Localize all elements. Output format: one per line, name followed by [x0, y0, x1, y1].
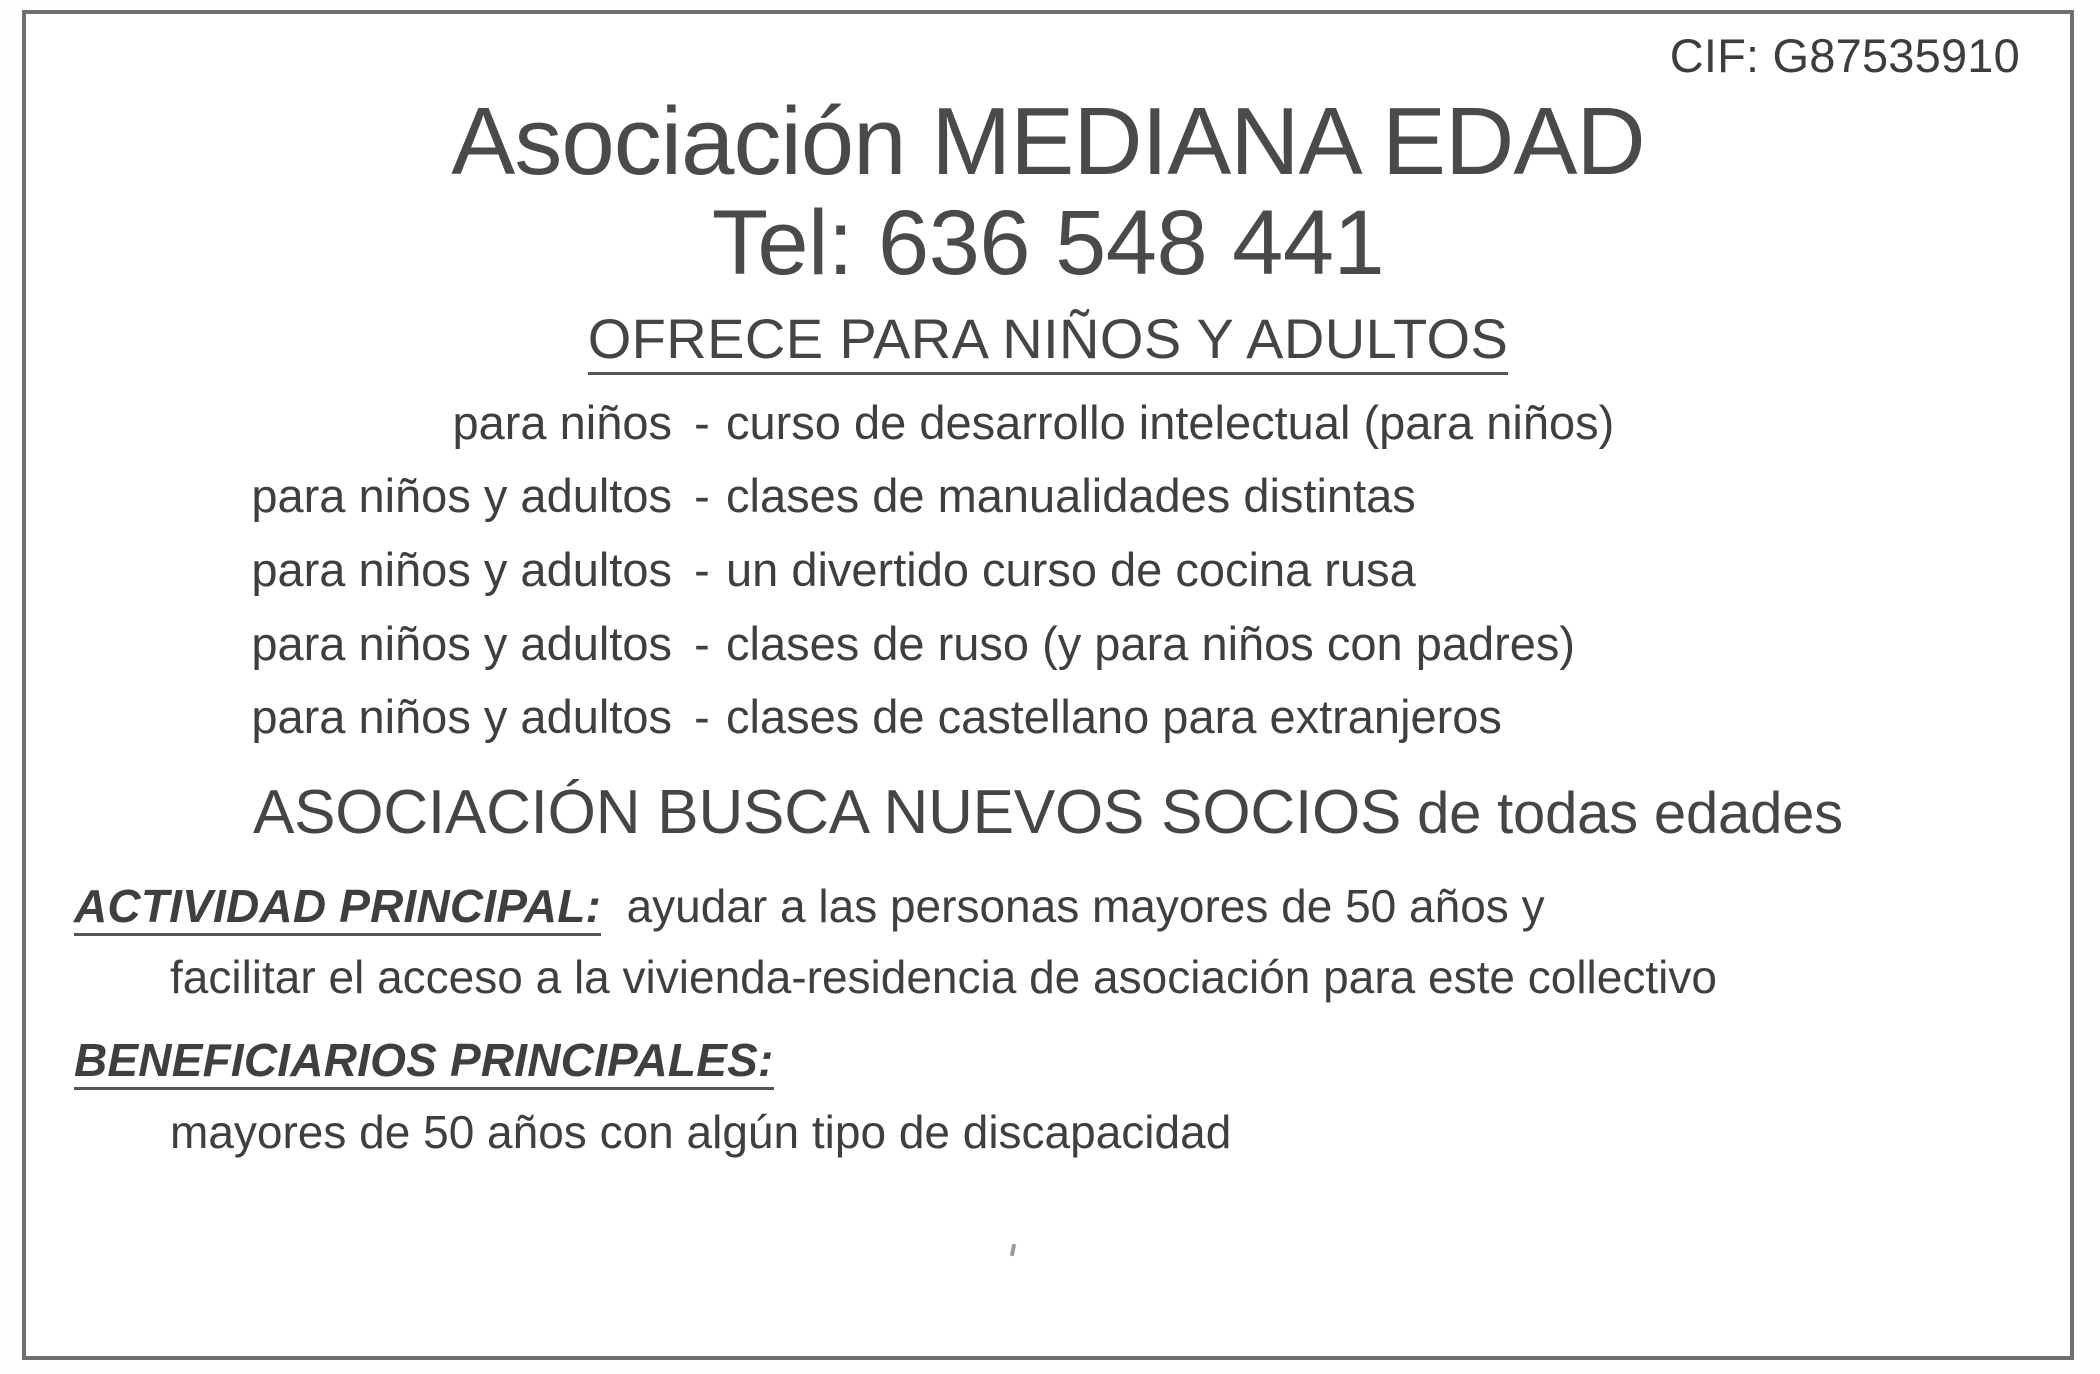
service-dash: - — [694, 690, 710, 744]
service-dash: - — [694, 395, 710, 449]
recruitment-suffix: de todas edades — [1401, 780, 1843, 846]
activity-block — [52, 878, 2044, 1007]
offer-heading-text: OFRECE PARA NIÑOS Y ADULTOS — [588, 307, 1509, 375]
recruitment-main: ASOCIACIÓN BUSCA NUEVOS SOCIOS — [253, 777, 1402, 847]
service-audience: para niños y adultos — [251, 469, 672, 523]
list-item — [52, 544, 2044, 596]
offer-heading — [52, 306, 2044, 371]
list-item — [52, 618, 2044, 670]
flyer-content — [26, 14, 2070, 1356]
cif-number: CIF: G87535910 — [1669, 29, 2020, 82]
beneficiaries-label-line — [52, 1033, 2044, 1087]
list-item — [52, 397, 2044, 449]
service-description: clases de ruso (y para niños con padres) — [726, 616, 1576, 670]
service-description: clases de castellano para extranjeros — [726, 690, 1502, 744]
service-dash: - — [694, 616, 710, 670]
activity-text-1: ayudar a las personas mayores de 50 años y — [626, 879, 1545, 932]
service-description: un divertido curso de cocina rusa — [726, 542, 1416, 596]
service-audience: para niños y adultos — [251, 690, 672, 744]
activity-line-1 — [52, 878, 2044, 936]
list-item — [52, 470, 2044, 522]
service-audience: para niños y adultos — [251, 542, 672, 596]
activity-label: ACTIVIDAD PRINCIPAL: — [74, 880, 601, 936]
beneficiaries-label: BENEFICIARIOS PRINCIPALES: — [74, 1034, 774, 1090]
recruitment-line — [52, 777, 2044, 848]
service-audience: para niños y adultos — [251, 616, 672, 670]
flyer-border — [22, 10, 2074, 1360]
beneficiaries-text: mayores de 50 años con algún tipo de discapacidad — [170, 1105, 1232, 1158]
phone-number: Tel: 636 548 441 — [711, 191, 1385, 294]
service-dash: - — [694, 469, 710, 523]
beneficiaries-block — [52, 1033, 2044, 1159]
list-item — [52, 691, 2044, 743]
service-description: clases de manualidades distintas — [726, 469, 1416, 523]
activity-line-2: facilitar el acceso a la vivienda-residencia de asociación para este collectivo — [170, 951, 1717, 1004]
service-description: curso de desarrollo intelectual (para niños) — [726, 395, 1615, 449]
organization-title: Asociación MEDIANA EDAD — [451, 88, 1645, 195]
services-list — [52, 397, 2044, 743]
service-audience: para niños — [452, 395, 672, 449]
service-dash: - — [694, 542, 710, 596]
